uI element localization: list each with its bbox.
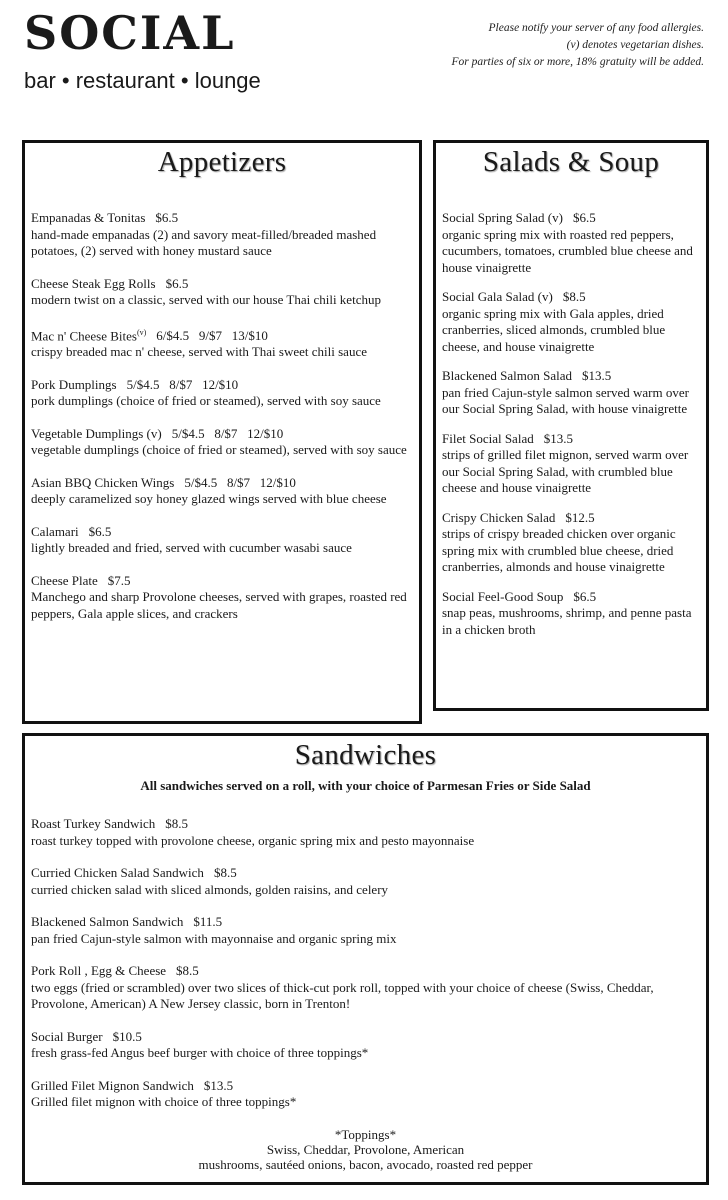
item-name: Blackened Salmon Salad [442, 368, 572, 383]
item-price: $13.5 [581, 368, 612, 383]
item-name: Grilled Filet Mignon Sandwich [31, 1077, 194, 1093]
menu-item [31, 573, 413, 623]
item-price: $6.5 [88, 523, 112, 539]
item-name: Curried Chicken Salad Sandwich [31, 865, 204, 880]
item-description: organic spring mix with roasted red peppers, cucumbers, tomatoes, crumbled blue cheese and house vinaigrette [442, 226, 693, 275]
menu-item [442, 368, 700, 418]
item-description: Grilled filet mignon with choice of three toppings* [31, 1094, 297, 1109]
item-name: Mac n' Cheese Bites [31, 327, 137, 343]
menu-item [31, 210, 413, 260]
gratuity-notice: For parties of six or more, 18% gratuity will be added. [451, 56, 704, 68]
item-name: Cheese Steak Egg Rolls [31, 275, 156, 291]
item-price: 5/$4.5 8/$7 12/$10 [126, 376, 239, 392]
menu-notices [451, 20, 704, 71]
appetizers-title: Appetizers [157, 146, 287, 178]
item-description: two eggs (fried or scrambled) over two slices of thick-cut pork roll, topped with your choice of cheese (Swiss, Cheddar, Provolone, American) A New Jersey classic, born in Trenton! [31, 979, 654, 1011]
menu-item [31, 1029, 700, 1062]
item-price: $13.5 [543, 430, 573, 446]
item-price: $6.5 [155, 210, 179, 225]
appetizers-list [25, 210, 419, 622]
item-name: Calamari [31, 523, 79, 539]
item-price: 5/$4.5 8/$7 12/$10 [184, 474, 296, 490]
menu-item [31, 816, 700, 849]
menu-item [31, 377, 413, 410]
logo: SOCIAL [24, 6, 236, 60]
item-description: snap peas, mushrooms, shrimp, and penne pasta in a chicken broth [442, 605, 692, 637]
item-name: Social Feel-Good Soup [442, 588, 564, 604]
menu-item [31, 1078, 700, 1111]
item-price: $10.5 [112, 1028, 142, 1044]
item-description: lightly breaded and fried, served with cucumber wasabi sauce [31, 540, 352, 556]
vegetarian-marker: (v) [136, 327, 147, 337]
item-name: Social Gala Salad (v) [442, 289, 553, 304]
item-name: Filet Social Salad [442, 430, 534, 446]
toppings-cheeses: Swiss, Cheddar, Provolone, American [266, 1142, 465, 1157]
tagline: bar • restaurant • lounge [24, 68, 261, 93]
item-description: crispy breaded mac n' cheese, served with Thai sweet chili sauce [31, 344, 367, 360]
item-description: curried chicken salad with sliced almonds, golden raisins, and celery [31, 881, 389, 897]
item-name: Empanadas & Tonitas [31, 210, 146, 225]
menu-item [31, 426, 413, 459]
menu-item [442, 589, 700, 639]
sandwiches-section [22, 733, 709, 1185]
item-description: organic spring mix with Gala apples, dried cranberries, sliced almonds, crumbled blue cheese, and house vinaigrette [442, 305, 666, 354]
menu-item [31, 475, 413, 508]
item-description: pan fried Cajun-style salmon served warm over our Social Spring Salad, with house vinaigrette [442, 384, 689, 416]
toppings-title: *Toppings* [334, 1127, 397, 1142]
appetizers-section [22, 140, 422, 724]
item-description: deeply caramelized soy honey glazed wings served with blue cheese [31, 491, 387, 507]
item-description: roast turkey topped with provolone cheese, organic spring mix and pesto mayonnaise [31, 832, 475, 848]
item-price: $11.5 [193, 914, 223, 929]
menu-item [442, 431, 700, 497]
toppings-note [25, 1127, 706, 1172]
menu-item [31, 963, 700, 1013]
item-price: 5/$4.5 8/$7 12/$10 [171, 425, 284, 441]
menu-item [442, 210, 700, 276]
item-price: 6/$4.5 9/$7 13/$10 [156, 327, 268, 343]
item-name: Vegetable Dumplings (v) [31, 425, 162, 441]
item-name: Pork Roll , Egg & Cheese [31, 963, 167, 978]
brand-header [24, 6, 261, 93]
salads-list [436, 210, 706, 638]
item-description: modern twist on a classic, served with our house Thai chili ketchup [31, 292, 381, 307]
item-description: pan fried Cajun-style salmon with mayonnaise and organic spring mix [31, 930, 397, 946]
item-description: Manchego and sharp Provolone cheeses, served with grapes, roasted red peppers, Gala apple slices, and crackers [31, 589, 407, 621]
item-name: Crispy Chicken Salad [442, 509, 556, 525]
item-description: strips of grilled filet mignon, served warm over our Social Spring Salad, with crumbled blue cheese and house vinaigrette [442, 447, 689, 495]
item-description: strips of crispy breaded chicken over organic spring mix with crumbled blue cheese, dried cranberries, almonds and house vinaigrette [442, 526, 676, 574]
item-price: $7.5 [107, 572, 131, 588]
item-description: fresh grass-fed Angus beef burger with choice of three toppings* [31, 1045, 369, 1060]
item-price: $6.5 [573, 588, 597, 604]
menu-item [31, 325, 413, 361]
item-price: $8.5 [176, 963, 199, 978]
sandwiches-subtitle: All sandwiches served on a roll, with your choice of Parmesan Fries or Side Salad [140, 778, 591, 793]
sandwiches-title: Sandwiches [294, 739, 437, 771]
item-description: vegetable dumplings (choice of fried or steamed), served with soy sauce [31, 442, 407, 458]
item-price: $13.5 [203, 1077, 234, 1093]
item-name: Asian BBQ Chicken Wings [31, 474, 175, 490]
item-price: $12.5 [565, 509, 595, 525]
item-price: $8.5 [213, 865, 237, 880]
item-description: hand-made empanadas (2) and savory meat-filled/breaded mashed potatoes, (2) served with honey mustard sauce [31, 226, 377, 258]
menu-item [442, 510, 700, 576]
item-name: Pork Dumplings [31, 376, 117, 392]
item-name: Cheese Plate [31, 572, 98, 588]
item-name: Social Spring Salad (v) [442, 210, 563, 225]
menu-item [31, 276, 413, 309]
menu-item [31, 914, 700, 947]
item-price: $8.5 [165, 816, 188, 831]
item-name: Blackened Salmon Sandwich [31, 914, 184, 929]
menu-item [31, 865, 700, 898]
item-price: $6.5 [572, 210, 596, 225]
menu-item [31, 524, 413, 557]
sandwiches-list [25, 816, 706, 1111]
menu-item [442, 289, 700, 355]
allergy-notice: Please notify your server of any food allergies. [488, 22, 704, 34]
salads-section [433, 140, 709, 711]
item-name: Social Burger [31, 1028, 103, 1044]
item-price: $8.5 [562, 289, 586, 304]
toppings-extras: mushrooms, sautéed onions, bacon, avocado, roasted red pepper [198, 1157, 533, 1172]
vegetarian-notice: (v) denotes vegetarian dishes. [566, 39, 704, 51]
item-description: pork dumplings (choice of fried or steamed), served with soy sauce [31, 393, 381, 409]
item-name: Roast Turkey Sandwich [31, 816, 156, 831]
item-price: $6.5 [165, 275, 189, 291]
salads-title: Salads & Soup [482, 146, 660, 178]
